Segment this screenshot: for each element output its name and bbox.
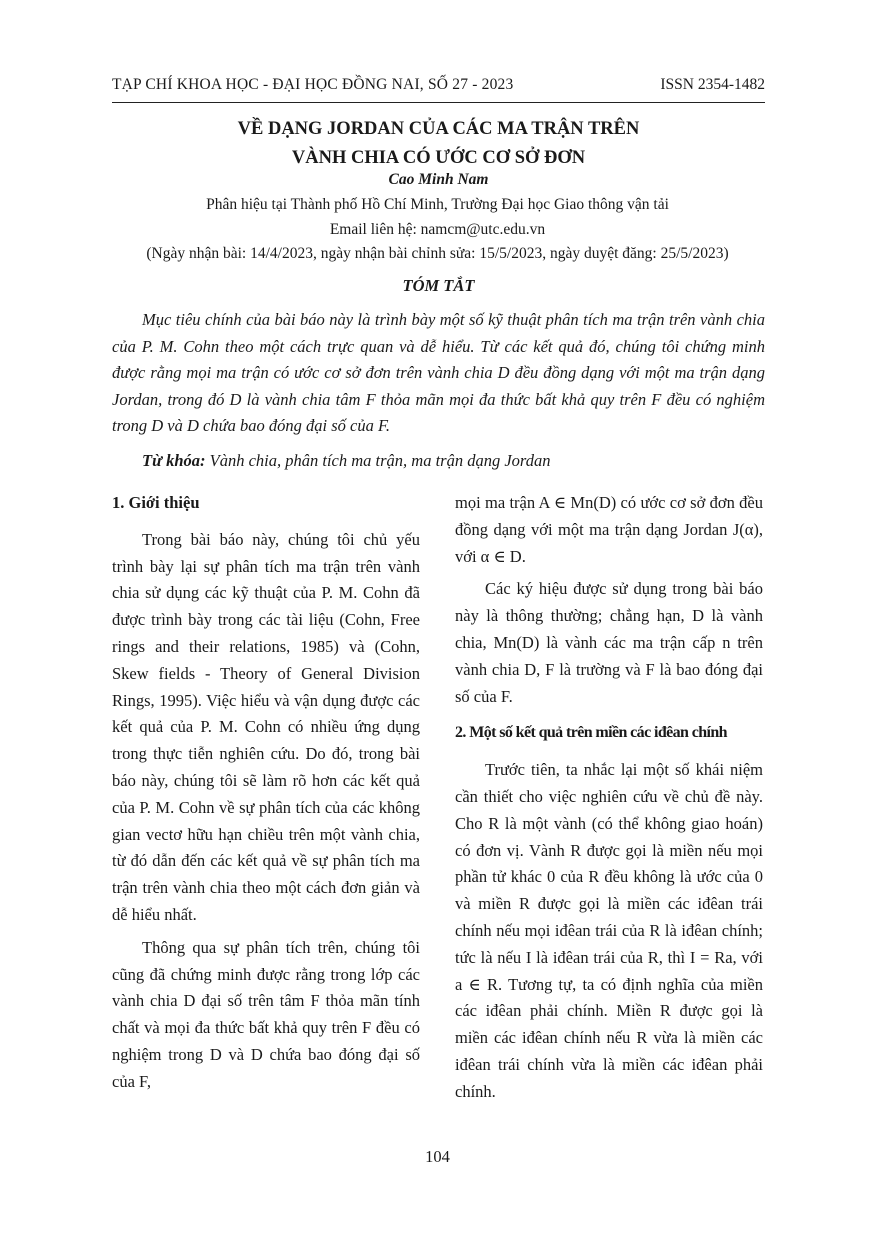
issn-number: ISSN 2354-1482 bbox=[660, 76, 765, 93]
keywords-text: Vành chia, phân tích ma trận, ma trận dạng Jordan bbox=[209, 451, 551, 470]
section-2-heading: 2. Một số kết quả trên miền các iđêan chính bbox=[455, 724, 727, 742]
abstract-text: Mục tiêu chính của bài báo này là trình bày một số kỹ thuật phân tích ma trận trên vành chia của P. M. Cohn theo một cách trực quan và dễ hiểu. Từ các kết quả đó, chúng tôi chứng minh được rằng mọi ma trận có ước cơ sở đơn trên vành chia D đều đồng dạng với một ma trận dạng Jordan, trong đó D là vành chia tâm F thỏa mãn mọi đa thức bất khả quy trên F đều có nghiệm trong D và D chứa bao đóng đại số của F. bbox=[112, 310, 765, 435]
keywords bbox=[112, 451, 765, 471]
author-affiliation: Phân hiệu tại Thành phố Hồ Chí Minh, Trường Đại học Giao thông vận tải bbox=[206, 196, 669, 213]
section-1-heading: 1. Giới thiệu bbox=[112, 493, 200, 512]
title-line-1: VỀ DẠNG JORDAN CỦA CÁC MA TRẬN TRÊN bbox=[237, 119, 640, 139]
title-line-2: VÀNH CHIA CÓ ƯỚC CƠ SỞ ĐƠN bbox=[291, 148, 586, 168]
journal-title: TẠP CHÍ KHOA HỌC - ĐẠI HỌC ĐỒNG NAI, SỐ 27 - 2023 bbox=[112, 76, 514, 93]
running-header bbox=[112, 76, 765, 103]
paper-title bbox=[112, 115, 765, 173]
section-2-paragraph-1: Trước tiên, ta nhắc lại một số khái niệm cần thiết cho việc nghiên cứu về chủ đề này. Cho R là một vành (có thể không giao hoán) có đơn vị. Vành R được gọi là miền nếu mọi phần tử khác 0 của R đều không là ước của 0 và miền R được gọi là miền các iđêan trái chính nếu mọi iđêan trái của R là iđêan chính; tức là nếu I là iđêan trái của R, thì I = Ra, với a ∈ R. Tương tự, ta có định nghĩa của miền các iđêan phải chính. Miền R được gọi là miền các iđêan chính nếu R vừa là miền các iđêan trái chính vừa là miền các iđêan phải chính. bbox=[455, 760, 763, 1101]
right-column bbox=[455, 490, 763, 1112]
page-number: 104 bbox=[425, 1147, 450, 1166]
section-1-paragraph-3: mọi ma trận A ∈ Mn(D) có ước cơ sở đơn đều đồng dạng với một ma trận dạng Jordan J(α), với α ∈ D. bbox=[455, 493, 763, 566]
section-1-paragraph-4: Các ký hiệu được sử dụng trong bài báo này là thông thường; chẳng hạn, D là vành chia, Mn(D) là vành các ma trận cấp n trên vành chia D, F là trường và F là bao đóng đại số của F. bbox=[455, 579, 763, 706]
submission-dates: (Ngày nhận bài: 14/4/2023, ngày nhận bài chỉnh sửa: 15/5/2023, ngày duyệt đăng: 25/5/2023) bbox=[146, 245, 729, 262]
left-column bbox=[112, 490, 420, 1102]
abstract-heading: TÓM TẮT bbox=[402, 276, 475, 295]
contact-email: Email liên hệ: namcm@utc.edu.vn bbox=[329, 221, 546, 238]
keywords-label: Từ khóa: bbox=[142, 451, 206, 470]
section-1-paragraph-1: Trong bài báo này, chúng tôi chủ yếu trình bày lại sự phân tích ma trận trên vành chia sử dụng các kỹ thuật của P. M. Cohn đã được trình bày trong các tài liệu (Cohn, Free rings and their relations, 1985) và (Cohn, Skew fields - Theory of General Division Rings, 1995). Việc hiểu và vận dụng được các kết quả của P. M. Cohn có nhiều ứng dụng trong thực tiễn nghiên cứu. Do đó, trong bài báo này, chúng tôi sẽ làm rõ hơn các kết quả của P. M. Cohn về sự phân tích của các không gian vectơ hữu hạn chiều trên một vành chia, từ đó dẫn đến các kết quả về sự phân tích ma trận trên vành chia theo một cách đơn giản và dễ hiểu nhất. bbox=[112, 529, 420, 924]
author-name: Cao Minh Nam bbox=[388, 171, 489, 188]
section-1-paragraph-2: Thông qua sự phân tích trên, chúng tôi cũng đã chứng minh được rằng trong lớp các vành chia D đại số trên tâm F thỏa mãn tính chất và mọi đa thức bất khả quy trên F đều có nghiệm trong D và D chứa bao đóng đại số của F, bbox=[112, 937, 420, 1091]
